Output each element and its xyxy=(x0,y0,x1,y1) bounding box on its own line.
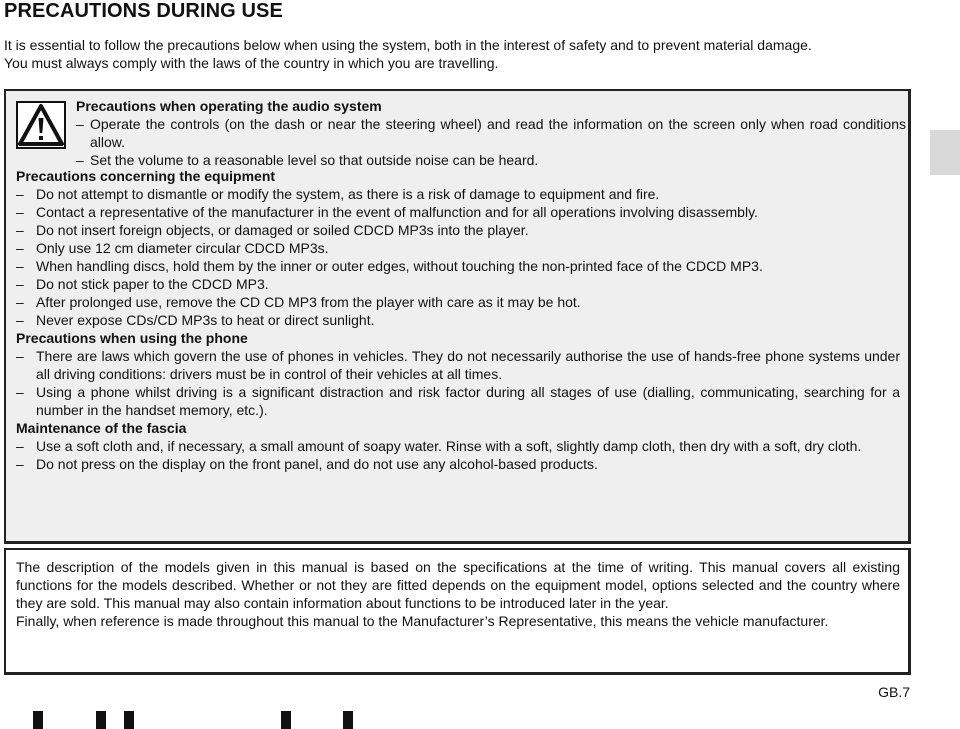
list-item xyxy=(16,383,900,419)
list-item-text: Operate the controls (on the dash or near the steering wheel) and read the information on the screen only when road conditions allow. xyxy=(90,116,906,150)
dash-bullet: – xyxy=(76,116,84,132)
list-item xyxy=(76,115,906,151)
registration-mark xyxy=(281,711,291,729)
dash-bullet: – xyxy=(16,348,24,364)
list-item-text: Do not press on the display on the front panel, and do not use any alcohol-based products. xyxy=(36,456,598,472)
description-text xyxy=(16,558,900,630)
list-item xyxy=(16,239,900,257)
dash-bullet: – xyxy=(16,186,24,202)
intro-line: You must always comply with the laws of the country in which you are travelling. xyxy=(4,55,499,71)
list-item-text: After prolonged use, remove the CD CD MP3 from the player with care as it may be hot. xyxy=(36,294,581,310)
precautions-box xyxy=(4,89,911,544)
description-paragraph: The description of the models given in this manual is based on the specifications at the time of writing. This manual covers all existing functions for the models described. Whether or not they are fitted depends on the equipment model, options selected and the country where they are sold. This manual may also contain information about functions to be introduced later in the year. xyxy=(16,559,900,611)
dash-bullet: – xyxy=(16,294,24,310)
fascia-section-title: Maintenance of the fascia xyxy=(16,420,187,436)
equipment-section-title: Precautions concerning the equipment xyxy=(16,168,276,184)
list-item xyxy=(16,275,900,293)
audio-section-title: Precautions when operating the audio system xyxy=(76,98,382,114)
list-item xyxy=(16,437,900,455)
list-item-text: Do not insert foreign objects, or damaged or soiled CDCD MP3s into the player. xyxy=(36,222,529,238)
audio-section xyxy=(76,97,906,169)
list-item xyxy=(16,221,900,239)
phone-section-title: Precautions when using the phone xyxy=(16,330,248,346)
list-item xyxy=(16,293,900,311)
list-item-text: Using a phone whilst driving is a significant distraction and risk factor during all stages of use (dialling, communicating, searching for a number in the handset memory, etc.). xyxy=(36,384,900,418)
side-tab xyxy=(930,130,960,175)
page-number: GB.7 xyxy=(878,684,910,700)
dash-bullet: – xyxy=(16,204,24,220)
registration-mark xyxy=(96,711,106,729)
dash-bullet: – xyxy=(16,456,24,472)
page-title: PRECAUTIONS DURING USE xyxy=(4,0,283,22)
registration-mark xyxy=(124,711,134,729)
dash-bullet: – xyxy=(16,222,24,238)
registration-mark xyxy=(343,711,353,729)
list-item-text: Never expose CDs/CD MP3s to heat or direct sunlight. xyxy=(36,312,375,328)
warning-triangle-icon xyxy=(16,101,66,149)
list-item-text: There are laws which govern the use of phones in vehicles. They do not necessarily authorise the use of hands-free phone systems under all driving conditions: drivers must be in control of their vehicles at all times. xyxy=(36,348,900,382)
list-item xyxy=(16,455,900,473)
dash-bullet: – xyxy=(16,240,24,256)
list-item-text: When handling discs, hold them by the inner or outer edges, without touching the non-printed face of the CDCD MP3. xyxy=(36,258,763,274)
list-item xyxy=(16,311,900,329)
description-box xyxy=(4,548,911,675)
dash-bullet: – xyxy=(16,312,24,328)
list-item-text: Contact a representative of the manufacturer in the event of malfunction and for all operations involving disassembly. xyxy=(36,204,758,220)
registration-mark xyxy=(33,711,43,729)
dash-bullet: – xyxy=(16,276,24,292)
dash-bullet: – xyxy=(16,438,24,454)
list-item xyxy=(16,257,900,275)
list-item-text: Do not attempt to dismantle or modify the system, as there is a risk of damage to equipment and fire. xyxy=(36,186,660,202)
list-item xyxy=(16,185,900,203)
list-item-text: Set the volume to a reasonable level so that outside noise can be heard. xyxy=(90,152,539,168)
list-item-text: Use a soft cloth and, if necessary, a small amount of soapy water. Rinse with a soft, slightly damp cloth, then dry with a soft, dry cloth. xyxy=(36,438,862,454)
intro-text xyxy=(4,36,924,72)
description-paragraph: Finally, when reference is made throughout this manual to the Manufacturer’s Representative, this means the vehicle manufacturer. xyxy=(16,613,829,629)
dash-bullet: – xyxy=(16,258,24,274)
list-item xyxy=(16,347,900,383)
dash-bullet: – xyxy=(76,152,84,168)
list-item xyxy=(16,203,900,221)
list-item-text: Do not stick paper to the CDCD MP3. xyxy=(36,276,269,292)
dash-bullet: – xyxy=(16,384,24,400)
intro-line: It is essential to follow the precautions below when using the system, both in the interest of safety and to prevent material damage. xyxy=(4,37,812,53)
precaution-sections xyxy=(16,167,900,473)
list-item-text: Only use 12 cm diameter circular CDCD MP3s. xyxy=(36,240,329,256)
